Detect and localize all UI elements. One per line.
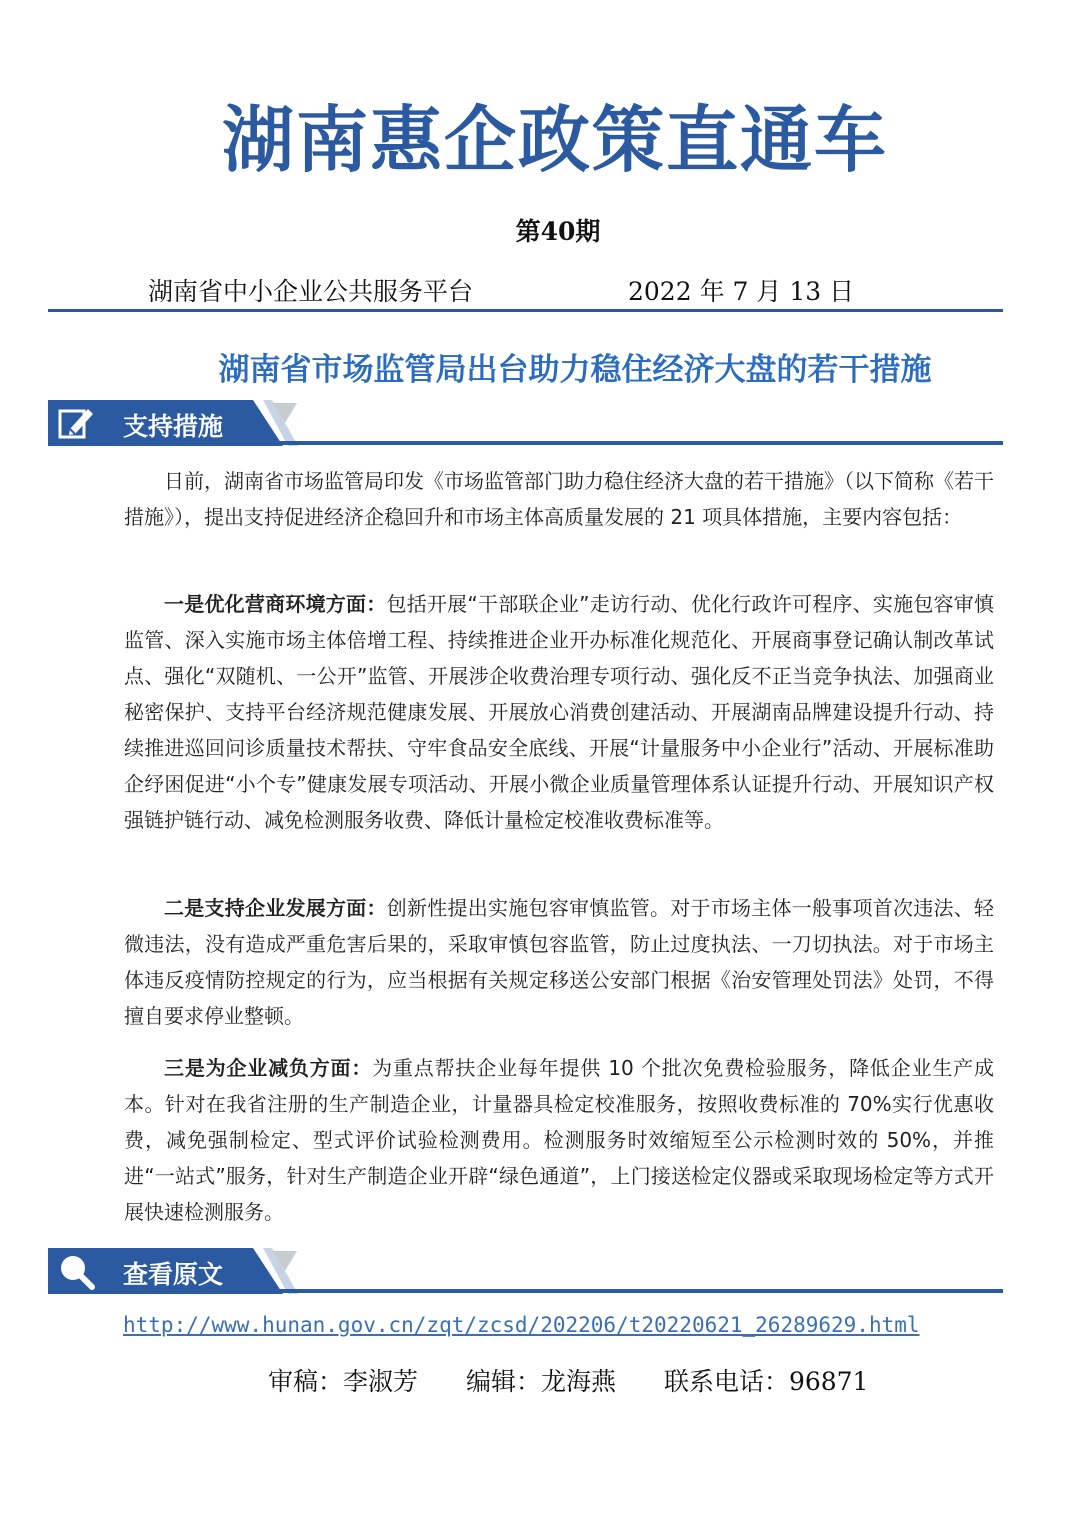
contact-phone: 联系电话：96871: [663, 1367, 869, 1396]
header-divider: [48, 309, 1003, 312]
credits-line: [268, 1362, 908, 1398]
issue-number: 第40期: [515, 217, 601, 246]
paragraph-1-text: 包括开展“干部联企业”走访行动、优化行政许可程序、实施包容审慎监管、深入实施市场主体倍增工程、持续推进企业开办标准化规范化、开展商事登记确认制改革试点、强化“双随机、一公开”监管、开展涉企收费治理专项行动、强化反不正当竞争执法、加强商业秘密保护、支持平台经济规范健康发展、开展放心消费创建活动、开展湖南品牌建设提升行动、持续推进巡回问诊质量技术帮扶、守牢食品安全底线、开展“计量服务中小企业行”活动、开展标准助企纾困促进“小个专”健康发展专项活动、开展小微企业质量管理体系认证提升行动、开展知识产权强链护链行动、减免检测服务收费、降低计量检定校准收费标准等。: [124, 592, 995, 832]
edit-pencil-icon: [56, 403, 96, 443]
paragraph-2: [124, 890, 994, 1034]
section-label-original: 查看原文: [123, 1260, 224, 1289]
intro-text: 日前，湖南省市场监管局印发《市场监管部门助力稳住经济大盘的若干措施》（以下简称《若干措施》），提出支持促进经济企稳回升和市场主体高质量发展的 21 项具体措施，主要内容包括：: [124, 469, 994, 529]
original-source-link[interactable]: http://www.hunan.gov.cn/zqt/zcsd/202206/t20220621_26289629.html: [123, 1313, 920, 1337]
section-bar-original: [48, 1248, 1003, 1294]
paragraph-1-lead: 一是优化营商环境方面：: [164, 592, 387, 616]
paragraph-2-text: 创新性提出实施包容审慎监管。对于市场主体一般事项首次违法、轻微违法，没有造成严重危害后果的，采取审慎包容监管，防止过度执法、一刀切执法。对于市场主体违反疫情防控规定的行为，应当根据有关规定移送公安部门根据《治安管理处罚法》处罚，不得擅自要求停业整顿。: [124, 896, 994, 1028]
section-bar-support: [48, 400, 1003, 446]
paragraph-2-lead: 二是支持企业发展方面：: [164, 896, 387, 920]
editor: 编辑：龙海燕: [465, 1367, 616, 1396]
paragraph-3: [124, 1050, 994, 1230]
article-title: 湖南省市场监管局出台助力稳住经济大盘的若干措施: [218, 352, 932, 388]
triangle-marker: [273, 403, 297, 423]
triangle-marker: [273, 1251, 297, 1271]
publish-date: 2022 年 7 月 13 日: [628, 277, 855, 306]
paragraph-3-text: 为重点帮扶企业每年提供 10 个批次免费检验服务，降低企业生产成本。针对在我省注册的生产制造企业，计量器具检定校准服务，按照收费标准的 70%实行优惠收费，减免强制检定、型式评价试验检测费用。检测服务时效缩短至公示检测时效的 50%，并推进“一站式”服务，针对生产制造企业开辟“绿色通道”，上门接送检定仪器或采取现场检定等方式开展快速检测服务。: [124, 1056, 995, 1224]
publisher-name: 湖南省中小企业公共服务平台: [148, 277, 474, 306]
intro-paragraph: [124, 463, 994, 535]
masthead-title: 湖南惠企政策直通车: [221, 97, 888, 182]
paragraph-1: [124, 586, 994, 838]
reviewer: 审稿：李淑芳: [268, 1367, 419, 1396]
paragraph-3-lead: 三是为企业减负方面：: [164, 1056, 373, 1080]
search-icon: [56, 1251, 96, 1291]
section-label-support: 支持措施: [123, 412, 224, 441]
